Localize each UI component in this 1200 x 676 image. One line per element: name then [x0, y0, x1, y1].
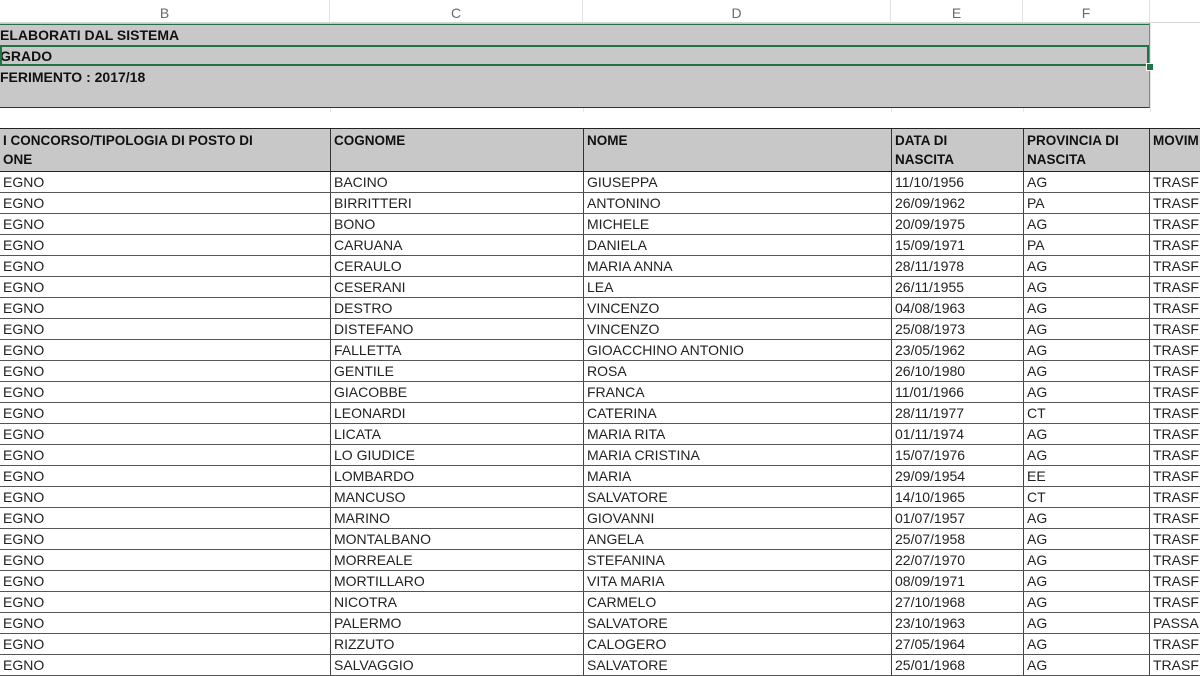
- cell-data[interactable]: 15/07/1976: [892, 445, 1024, 465]
- cell-data[interactable]: 26/09/1962: [892, 193, 1024, 213]
- header-provincia[interactable]: [1024, 129, 1150, 171]
- cell-provincia[interactable]: PA: [1024, 235, 1150, 255]
- cell-provincia[interactable]: EE: [1024, 466, 1150, 486]
- cell-cognome[interactable]: MONTALBANO: [331, 529, 584, 549]
- table-row: [0, 592, 1200, 613]
- table-row: [0, 340, 1200, 361]
- cell-provincia[interactable]: AG: [1024, 613, 1150, 633]
- cell-data[interactable]: 01/07/1957: [892, 508, 1024, 528]
- cell-nome[interactable]: DANIELA: [584, 235, 892, 255]
- cell-provincia[interactable]: CT: [1024, 487, 1150, 507]
- cell-data[interactable]: 27/10/1968: [892, 592, 1024, 612]
- table-row: [0, 298, 1200, 319]
- cell-movimento[interactable]: TRASF: [1153, 531, 1199, 547]
- table-row: [0, 172, 1200, 193]
- cell-nome[interactable]: LEA: [584, 277, 892, 297]
- cell-classe[interactable]: EGNO: [0, 298, 331, 318]
- cell-nome[interactable]: MARIA: [584, 466, 892, 486]
- cell-provincia[interactable]: AG: [1024, 634, 1150, 654]
- cell-nome[interactable]: GIUSEPPA: [584, 172, 892, 192]
- cell-nome[interactable]: VINCENZO: [584, 319, 892, 339]
- column-header-c[interactable]: C: [330, 0, 583, 22]
- cell-provincia[interactable]: AG: [1024, 592, 1150, 612]
- cell-classe[interactable]: EGNO: [0, 550, 331, 570]
- cell-nome[interactable]: ANTONINO: [584, 193, 892, 213]
- cell-nome[interactable]: SALVATORE: [584, 613, 892, 633]
- cell-data[interactable]: 29/09/1954: [892, 466, 1024, 486]
- fill-handle[interactable]: [1146, 63, 1154, 71]
- cell-provincia[interactable]: AG: [1024, 172, 1150, 192]
- table-row: [0, 361, 1200, 382]
- cell-provincia[interactable]: AG: [1024, 298, 1150, 318]
- table-row: [0, 655, 1200, 676]
- title-line-1: ELABORATI DAL SISTEMA: [0, 27, 180, 43]
- cell-provincia[interactable]: AG: [1024, 508, 1150, 528]
- cell-nome[interactable]: STEFANINA: [584, 550, 892, 570]
- cell-classe[interactable]: EGNO: [0, 529, 331, 549]
- cell-provincia[interactable]: AG: [1024, 214, 1150, 234]
- table-row: [0, 550, 1200, 571]
- cell-data[interactable]: 26/10/1980: [892, 361, 1024, 381]
- table-row: [0, 466, 1200, 487]
- column-header-d[interactable]: D: [583, 0, 891, 22]
- header-provincia-line-2: NASCITA: [1027, 152, 1086, 167]
- cell-classe[interactable]: EGNO: [0, 193, 331, 213]
- column-header-f[interactable]: F: [1023, 0, 1150, 22]
- table-row: [0, 256, 1200, 277]
- cell-movimento[interactable]: TRASF: [1153, 300, 1199, 316]
- cell-cognome[interactable]: CESERANI: [331, 277, 584, 297]
- column-header-bar: [0, 0, 1200, 23]
- cell-data[interactable]: 23/05/1962: [892, 340, 1024, 360]
- table-row: [0, 571, 1200, 592]
- selected-cell-range[interactable]: [0, 45, 1149, 66]
- cell-movimento[interactable]: TRASF: [1153, 573, 1199, 589]
- cell-data[interactable]: 27/05/1964: [892, 634, 1024, 654]
- cell-movimento[interactable]: TRASF: [1153, 174, 1199, 190]
- cell-classe[interactable]: EGNO: [0, 382, 331, 402]
- cell-movimento[interactable]: PASSA: [1153, 615, 1199, 631]
- header-cognome[interactable]: [331, 129, 584, 171]
- cell-cognome[interactable]: MANCUSO: [331, 487, 584, 507]
- cell-data[interactable]: 26/11/1955: [892, 277, 1024, 297]
- cell-nome[interactable]: VITA MARIA: [584, 571, 892, 591]
- cell-nome[interactable]: CALOGERO: [584, 634, 892, 654]
- header-classe-line-2: ONE: [3, 152, 33, 167]
- cell-provincia[interactable]: AG: [1024, 571, 1150, 591]
- table-row: [0, 487, 1200, 508]
- cell-movimento[interactable]: TRASF: [1153, 363, 1199, 379]
- cell-provincia[interactable]: AG: [1024, 550, 1150, 570]
- cell-cognome[interactable]: LEONARDI: [331, 403, 584, 423]
- table-row: [0, 613, 1200, 634]
- cell-movimento[interactable]: TRASF: [1153, 636, 1199, 652]
- cell-movimento[interactable]: TRASF: [1153, 342, 1199, 358]
- cell-cognome[interactable]: MORTILLARO: [331, 571, 584, 591]
- cell-cognome[interactable]: DISTEFANO: [331, 319, 584, 339]
- header-data-line-1: DATA DI: [895, 133, 948, 148]
- title-line-2: GRADO: [0, 48, 53, 64]
- table-row: [0, 529, 1200, 550]
- cell-data[interactable]: 23/10/1963: [892, 613, 1024, 633]
- cell-nome[interactable]: SALVATORE: [584, 655, 892, 675]
- cell-data[interactable]: 08/09/1971: [892, 571, 1024, 591]
- cell-nome[interactable]: GIOVANNI: [584, 508, 892, 528]
- table-row: [0, 445, 1200, 466]
- header-movimento-label: MOVIM: [1153, 133, 1199, 148]
- cell-cognome[interactable]: GENTILE: [331, 361, 584, 381]
- cell-provincia[interactable]: AG: [1024, 424, 1150, 444]
- table-row: [0, 634, 1200, 655]
- cell-classe[interactable]: EGNO: [0, 361, 331, 381]
- cell-cognome[interactable]: BIRRITTERI: [331, 193, 584, 213]
- cell-classe[interactable]: EGNO: [0, 571, 331, 591]
- cell-data[interactable]: 01/11/1974: [892, 424, 1024, 444]
- cell-provincia[interactable]: AG: [1024, 445, 1150, 465]
- table-row: [0, 382, 1200, 403]
- cell-cognome[interactable]: CARUANA: [331, 235, 584, 255]
- cell-data[interactable]: 11/10/1956: [892, 172, 1024, 192]
- cell-provincia[interactable]: PA: [1024, 193, 1150, 213]
- cell-classe[interactable]: EGNO: [0, 613, 331, 633]
- cell-cognome[interactable]: SALVAGGIO: [331, 655, 584, 675]
- title-line-3: FERIMENTO : 2017/18: [0, 69, 146, 85]
- cell-data[interactable]: 25/08/1973: [892, 319, 1024, 339]
- cell-nome[interactable]: CATERINA: [584, 403, 892, 423]
- cell-classe[interactable]: EGNO: [0, 487, 331, 507]
- cell-classe[interactable]: EGNO: [0, 466, 331, 486]
- cell-provincia[interactable]: AG: [1024, 319, 1150, 339]
- cell-data[interactable]: 25/01/1968: [892, 655, 1024, 675]
- cell-movimento[interactable]: TRASF: [1153, 594, 1199, 610]
- header-provincia-line-1: PROVINCIA DI: [1027, 133, 1119, 148]
- cell-movimento[interactable]: TRASF: [1153, 195, 1199, 211]
- cell-cognome[interactable]: BONO: [331, 214, 584, 234]
- cell-classe[interactable]: EGNO: [0, 340, 331, 360]
- cell-movimento[interactable]: TRASF: [1153, 657, 1199, 673]
- cell-provincia[interactable]: AG: [1024, 529, 1150, 549]
- cell-classe[interactable]: EGNO: [0, 319, 331, 339]
- cell-movimento[interactable]: TRASF: [1153, 216, 1199, 232]
- cell-data[interactable]: 28/11/1978: [892, 256, 1024, 276]
- cell-classe[interactable]: EGNO: [0, 634, 331, 654]
- cell-data[interactable]: 14/10/1965: [892, 487, 1024, 507]
- header-cognome-label: COGNOME: [334, 133, 406, 148]
- header-data-line-2: NASCITA: [895, 152, 954, 167]
- cell-movimento[interactable]: TRASF: [1153, 258, 1199, 274]
- cell-classe[interactable]: EGNO: [0, 592, 331, 612]
- cell-data[interactable]: 25/07/1958: [892, 529, 1024, 549]
- table-row: [0, 193, 1200, 214]
- cell-cognome[interactable]: PALERMO: [331, 613, 584, 633]
- cell-classe[interactable]: EGNO: [0, 277, 331, 297]
- column-header-e[interactable]: E: [891, 0, 1023, 22]
- cell-classe[interactable]: EGNO: [0, 235, 331, 255]
- cell-movimento[interactable]: TRASF: [1153, 237, 1199, 253]
- cell-nome[interactable]: FRANCA: [584, 382, 892, 402]
- cell-cognome[interactable]: LOMBARDO: [331, 466, 584, 486]
- cell-movimento[interactable]: TRASF: [1153, 489, 1199, 505]
- cell-cognome[interactable]: LO GIUDICE: [331, 445, 584, 465]
- cell-classe[interactable]: EGNO: [0, 445, 331, 465]
- cell-provincia[interactable]: CT: [1024, 403, 1150, 423]
- header-classe-line-1: I CONCORSO/TIPOLOGIA DI POSTO DI: [3, 133, 253, 148]
- cell-nome[interactable]: ANGELA: [584, 529, 892, 549]
- cell-cognome[interactable]: MORREALE: [331, 550, 584, 570]
- cell-movimento[interactable]: TRASF: [1153, 384, 1199, 400]
- selection-top-edge: [0, 24, 1149, 25]
- cell-data[interactable]: 15/09/1971: [892, 235, 1024, 255]
- cell-movimento[interactable]: TRASF: [1153, 279, 1199, 295]
- cell-classe[interactable]: EGNO: [0, 256, 331, 276]
- table-row: [0, 403, 1200, 424]
- cell-cognome[interactable]: RIZZUTO: [331, 634, 584, 654]
- cell-cognome[interactable]: MARINO: [331, 508, 584, 528]
- table-row: [0, 319, 1200, 340]
- table-row: [0, 235, 1200, 256]
- cell-nome[interactable]: CARMELO: [584, 592, 892, 612]
- cell-data[interactable]: 28/11/1977: [892, 403, 1024, 423]
- cell-nome[interactable]: SALVATORE: [584, 487, 892, 507]
- cell-cognome[interactable]: BACINO: [331, 172, 584, 192]
- cell-nome[interactable]: ROSA: [584, 361, 892, 381]
- cell-provincia[interactable]: AG: [1024, 256, 1150, 276]
- cell-classe[interactable]: EGNO: [0, 172, 331, 192]
- cell-data[interactable]: 22/07/1970: [892, 550, 1024, 570]
- cell-provincia[interactable]: AG: [1024, 382, 1150, 402]
- cell-nome[interactable]: MARIA CRISTINA: [584, 445, 892, 465]
- cell-nome[interactable]: VINCENZO: [584, 298, 892, 318]
- cell-cognome[interactable]: LICATA: [331, 424, 584, 444]
- cell-movimento[interactable]: TRASF: [1153, 321, 1199, 337]
- header-classe[interactable]: [0, 129, 331, 171]
- cell-data[interactable]: 20/09/1975: [892, 214, 1024, 234]
- header-movimento[interactable]: [1150, 129, 1200, 171]
- cell-classe[interactable]: EGNO: [0, 424, 331, 444]
- cell-cognome[interactable]: DESTRO: [331, 298, 584, 318]
- cell-nome[interactable]: MARIA ANNA: [584, 256, 892, 276]
- cell-provincia[interactable]: AG: [1024, 340, 1150, 360]
- table-header-row: [0, 128, 1200, 172]
- cell-nome[interactable]: MICHELE: [584, 214, 892, 234]
- cell-cognome[interactable]: GIACOBBE: [331, 382, 584, 402]
- cell-cognome[interactable]: NICOTRA: [331, 592, 584, 612]
- cell-nome[interactable]: MARIA RITA: [584, 424, 892, 444]
- cell-classe[interactable]: EGNO: [0, 655, 331, 675]
- header-nome[interactable]: [584, 129, 892, 171]
- header-data-nascita[interactable]: [892, 129, 1024, 171]
- cell-cognome[interactable]: FALLETTA: [331, 340, 584, 360]
- cell-provincia[interactable]: AG: [1024, 655, 1150, 675]
- table-row: [0, 214, 1200, 235]
- cell-data[interactable]: 11/01/1966: [892, 382, 1024, 402]
- cell-movimento[interactable]: TRASF: [1153, 468, 1199, 484]
- cell-movimento[interactable]: TRASF: [1153, 405, 1199, 421]
- cell-provincia[interactable]: AG: [1024, 277, 1150, 297]
- cell-movimento[interactable]: TRASF: [1153, 552, 1199, 568]
- table-row: [0, 508, 1200, 529]
- column-header-b[interactable]: B: [0, 0, 330, 22]
- cell-cognome[interactable]: CERAULO: [331, 256, 584, 276]
- cell-movimento[interactable]: TRASF: [1153, 447, 1199, 463]
- cell-provincia[interactable]: AG: [1024, 361, 1150, 381]
- cell-data[interactable]: 04/08/1963: [892, 298, 1024, 318]
- cell-nome[interactable]: GIOACCHINO ANTONIO: [584, 340, 892, 360]
- cell-classe[interactable]: EGNO: [0, 508, 331, 528]
- cell-classe[interactable]: EGNO: [0, 403, 331, 423]
- table-row: [0, 424, 1200, 445]
- table-row: [0, 277, 1200, 298]
- header-nome-label: NOME: [587, 133, 628, 148]
- cell-movimento[interactable]: TRASF: [1153, 426, 1199, 442]
- cell-classe[interactable]: EGNO: [0, 214, 331, 234]
- cell-movimento[interactable]: TRASF: [1153, 510, 1199, 526]
